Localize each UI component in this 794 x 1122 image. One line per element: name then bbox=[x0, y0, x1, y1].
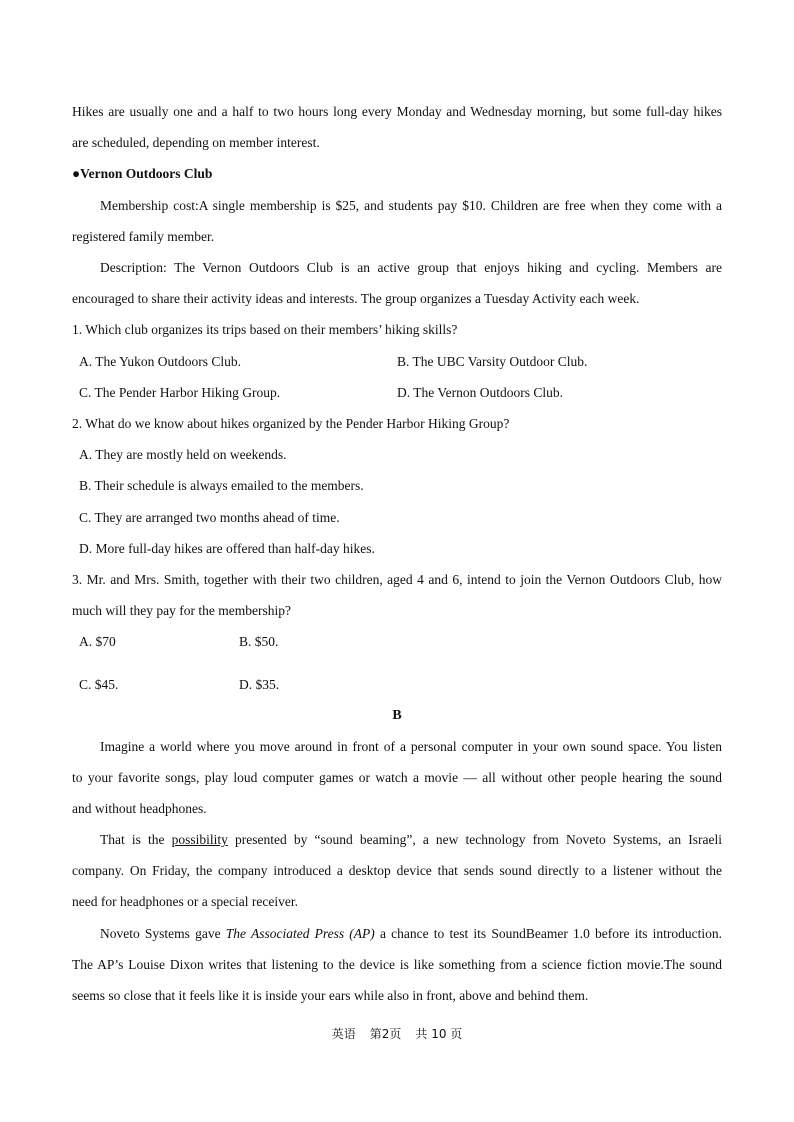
vernon-membership-line-2: registered family member. bbox=[72, 229, 215, 244]
passage-b-p3-line-3: seems so close that it feels like it is inside your ears while also in front, above and behind them. bbox=[72, 988, 589, 1003]
vernon-membership-line-1: Membership cost:A single membership is $25, and students pay $10. Children are free when they come with a bbox=[100, 198, 722, 213]
passage-b-p3-text-b: a chance to test its SoundBeamer 1.0 before its introduction. bbox=[374, 926, 722, 941]
underlined-word-possibility: possibility bbox=[171, 832, 228, 847]
question-1-option-c: C. The Pender Harbor Hiking Group. bbox=[79, 385, 281, 400]
question-1-option-b: B. The UBC Varsity Outdoor Club. bbox=[397, 354, 588, 369]
intro-line-1: Hikes are usually one and a half to two hours long every Monday and Wednesday morning, but some full-day hikes bbox=[72, 104, 722, 119]
question-3-stem-line-1: 3. Mr. and Mrs. Smith, together with their two children, aged 4 and 6, intend to join the Vernon Outdoors Club, how bbox=[72, 572, 722, 587]
passage-b-p3-text-a: Noveto Systems gave bbox=[100, 926, 226, 941]
question-1-stem: 1. Which club organizes its trips based on their members’ hiking skills? bbox=[72, 322, 458, 337]
passage-b-p2-line-1 bbox=[100, 830, 722, 850]
passage-b-p2-text-b: presented by “sound beaming”, a new technology from Noveto Systems, an Israeli bbox=[227, 832, 722, 847]
passage-b-p3-line-1 bbox=[100, 924, 722, 944]
passage-b-p1-line-3: and without headphones. bbox=[72, 801, 207, 816]
question-2-option-b: B. Their schedule is always emailed to the members. bbox=[79, 478, 364, 493]
question-3-option-b: B. $50. bbox=[239, 634, 279, 649]
section-b-heading: B bbox=[392, 708, 402, 723]
footer-page-number: 第2页 bbox=[369, 1027, 402, 1041]
footer-subject: 英语 bbox=[331, 1027, 356, 1041]
vernon-description-line-1: Description: The Vernon Outdoors Club is an active group that enjoys hiking and cycling. Members are bbox=[100, 260, 722, 275]
intro-line-2: are scheduled, depending on member interest. bbox=[72, 135, 320, 150]
question-3-option-a: A. $70 bbox=[79, 634, 116, 649]
passage-b-p2-line-2: company. On Friday, the company introduced a desktop device that sends sound directly to a listener without the bbox=[72, 863, 722, 878]
footer-total-pages: 共 10 页 bbox=[415, 1027, 463, 1041]
question-3-option-c: C. $45. bbox=[79, 677, 119, 692]
question-1-option-d: D. The Vernon Outdoors Club. bbox=[397, 385, 563, 400]
page-footer bbox=[0, 1025, 794, 1043]
question-2-option-d: D. More full-day hikes are offered than half-day hikes. bbox=[79, 541, 375, 556]
passage-b-p2-text-a: That is the bbox=[100, 832, 172, 847]
passage-b-p2-line-3: need for headphones or a special receiver. bbox=[72, 894, 299, 909]
passage-b-p1-line-1: Imagine a world where you move around in front of a personal computer in your own sound space. You listen bbox=[100, 739, 722, 754]
passage-b-p3-line-2: The AP’s Louise Dixon writes that listening to the device is like something from a science fiction movie.The sound bbox=[72, 957, 722, 972]
question-2-option-a: A. They are mostly held on weekends. bbox=[79, 447, 287, 462]
question-3-stem-line-2: much will they pay for the membership? bbox=[72, 603, 291, 618]
passage-b-p1-line-2: to your favorite songs, play loud computer games or watch a movie — all without other people hearing the sound bbox=[72, 770, 722, 785]
question-2-stem: 2. What do we know about hikes organized by the Pender Harbor Hiking Group? bbox=[72, 416, 510, 431]
question-1-option-a: A. The Yukon Outdoors Club. bbox=[79, 354, 241, 369]
question-2-option-c: C. They are arranged two months ahead of time. bbox=[79, 510, 340, 525]
vernon-heading: ●Vernon Outdoors Club bbox=[72, 166, 213, 181]
vernon-description-line-2: encouraged to share their activity ideas and interests. The group organizes a Tuesday Activity each week. bbox=[72, 291, 640, 306]
question-3-option-d: D. $35. bbox=[239, 677, 280, 692]
italic-publication-name: The Associated Press (AP) bbox=[225, 926, 375, 941]
